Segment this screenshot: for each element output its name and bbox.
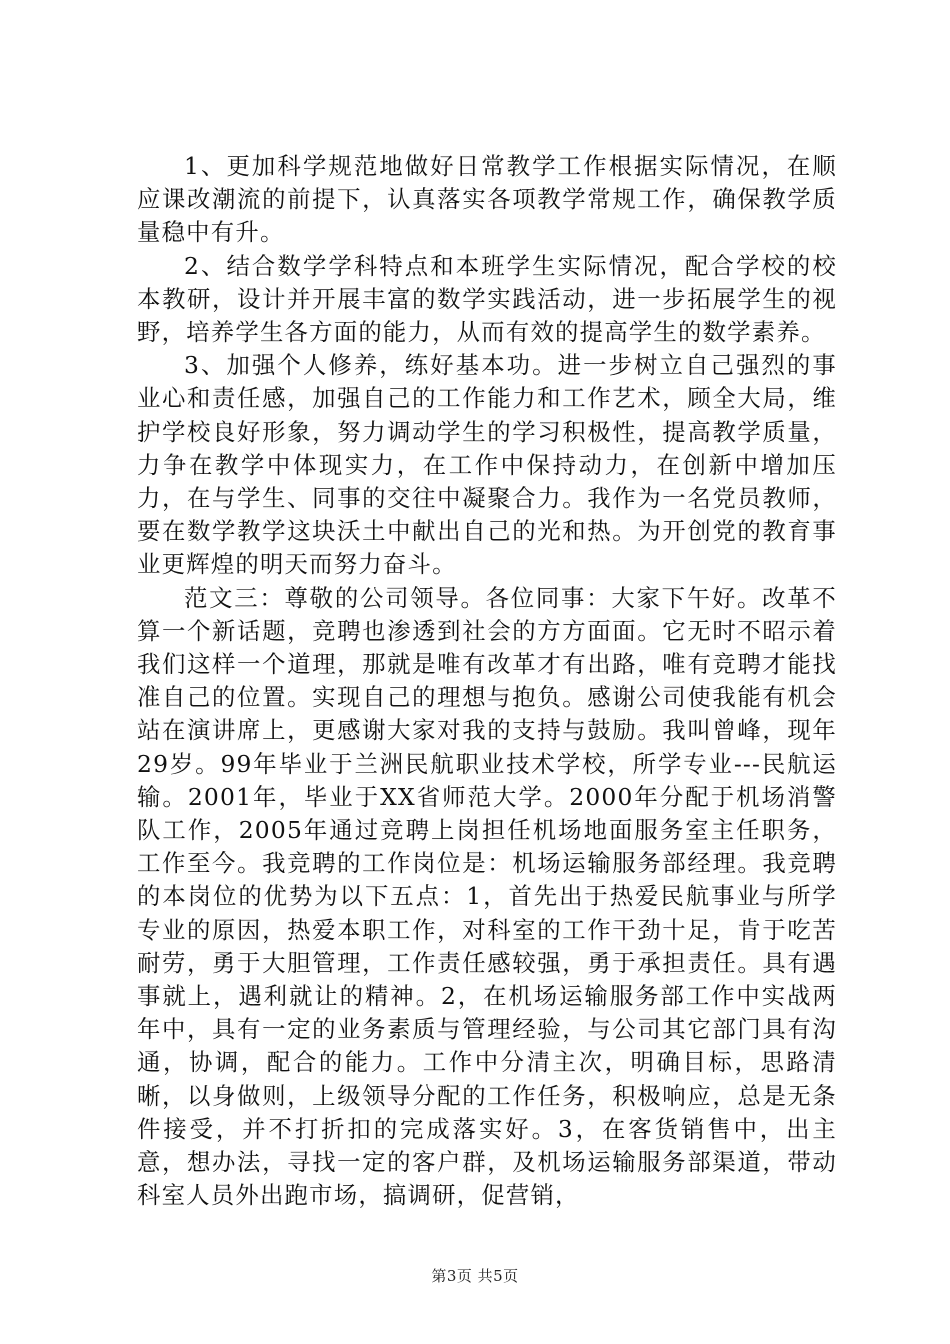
paragraph-4: 范文三：尊敬的公司领导。各位同事：大家下午好。改革不算一个新话题，竞聘也渗透到社会的方方面面。它无时不昭示着我们这样一个道理，那就是唯有改革才有出路，唯有竞聘才能找准自己的位置。实现自己的理想与抱负。感谢公司使我能有机会站在演讲席上，更感谢大家对我的支持与鼓励。我叫曾峰，现年29岁。99年毕业于兰洲民航职业技术学校，所学专业---民航运输。2001年，毕业于XX省师范大学。2000年分配于机场消警队工作，2005年通过竞聘上岗担任机场地面服务室主任职务，工作至今。我竞聘的工作岗位是：机场运输服务部经理。我竞聘的本岗位的优势为以下五点：1，首先出于热爱民航事业与所学专业的原因，热爱本职工作，对科室的工作干劲十足，肯于吃苦耐劳，勇于大胆管理，工作责任感较强，勇于承担责任。具有遇事就上，遇利就让的精神。2，在机场运输服务部工作中实战两年中，具有一定的业务素质与管理经验，与公司其它部门具有沟通，协调，配合的能力。工作中分清主次，明确目标，思路清晰，以身做则，上级领导分配的工作任务，积极响应，总是无条件接受，并不打折扣的完成落实好。3，在客货销售中，出主意，想办法，寻找一定的客户群，及机场运输服务部渠道，带动科室人员外出跑市场，搞调研，促营销， <box>137 583 837 1210</box>
page-number-label: 第3页 共5页 <box>431 1267 519 1285</box>
paragraph-2: 2、结合数学学科特点和本班学生实际情况，配合学校的校本教研，设计并开展丰富的数学实践活动，进一步拓展学生的视野，培养学生各方面的能力，从而有效的提高学生的数学素养。 <box>137 251 837 347</box>
document-body <box>137 150 837 1213</box>
paragraph-1: 1、更加科学规范地做好日常教学工作根据实际情况，在顺应课改潮流的前提下，认真落实各项教学常规工作，确保教学质量稳中有升。 <box>137 152 837 247</box>
page-footer <box>0 1265 950 1286</box>
paragraph-3: 3、加强个人修养，练好基本功。进一步树立自己强烈的事业心和责任感，加强自己的工作能力和工作艺术，顾全大局，维护学校良好形象，努力调动学生的学习积极性，提高教学质量，力争在教学中体现实力，在工作中保持动力，在创新中增加压力，在与学生、同事的交往中凝聚合力。我作为一名党员教师，要在数学教学这块沃土中献出自己的光和热。为开创党的教育事业更辉煌的明天而努力奋斗。 <box>137 351 837 579</box>
